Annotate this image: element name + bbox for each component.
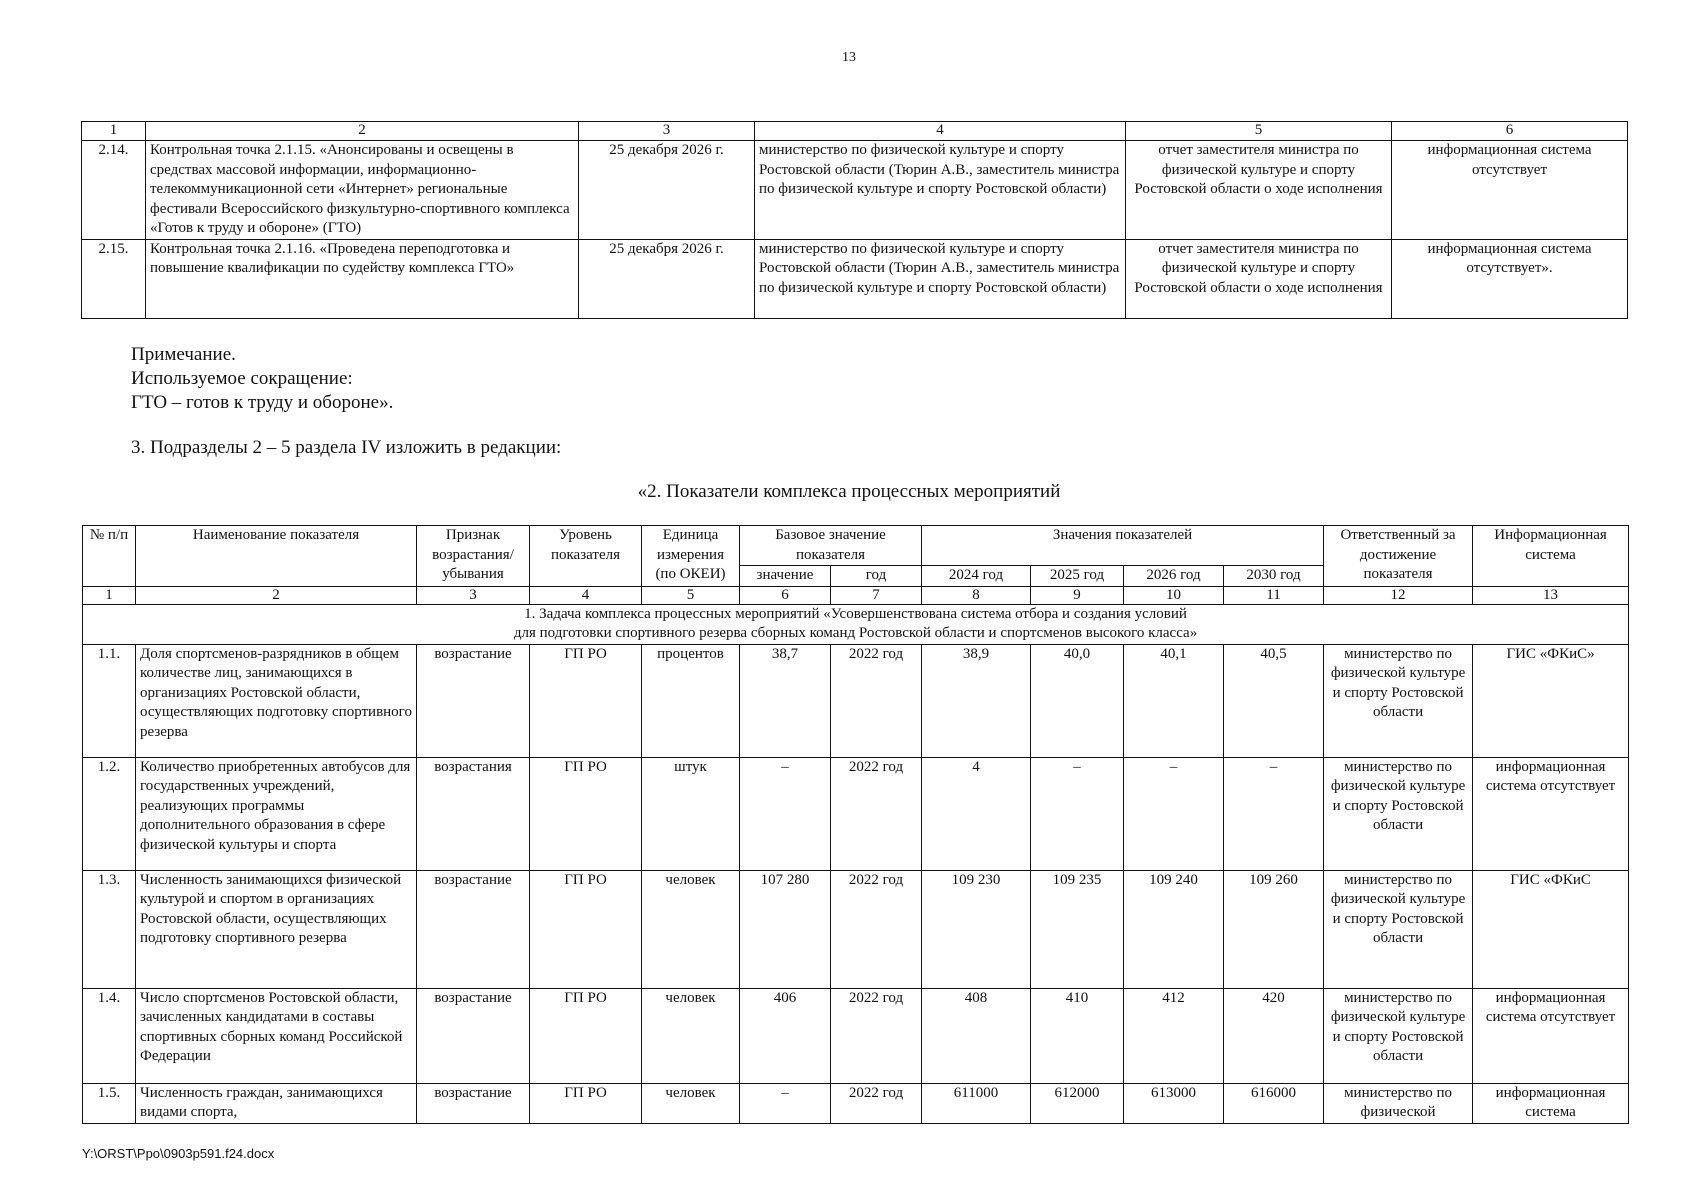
col-number-cell: 11 <box>1224 586 1324 604</box>
note-title: Примечание. <box>131 344 236 365</box>
task-title <box>83 604 1629 644</box>
note-abbreviation-label: Используемое сокращение: <box>131 368 353 389</box>
header-row <box>83 526 1629 566</box>
base-value: 107 280 <box>740 870 831 988</box>
table-row <box>83 1083 1629 1123</box>
col-number-cell: 2 <box>146 122 579 141</box>
column-number-row <box>82 122 1628 141</box>
header-indicator-name: Наименование показателя <box>136 526 417 587</box>
header-base-value-year: год <box>831 566 922 587</box>
indicator-level: ГП РО <box>530 644 642 757</box>
indicator-level: ГП РО <box>530 757 642 870</box>
control-point-name: Контрольная точка 2.1.15. «Анонсированы и освещены в средствах массовой информации, информационно-телекоммуникационной сети «Интернет» региональные фестивали Всероссийского физкультурно-спортивного комплекса «Готов к труду и обороне» (ГТО) <box>146 141 579 240</box>
value-2030: 616000 <box>1224 1083 1324 1123</box>
col-number-cell: 6 <box>740 586 831 604</box>
value-2030: 420 <box>1224 988 1324 1083</box>
deadline-date: 25 декабря 2026 г. <box>579 141 755 240</box>
task-title-line: для подготовки спортивного резерва сборных команд Ростовской области и спортсменов высокого класса» <box>513 625 1198 641</box>
header-sign: Признак возрастания/ убывания <box>417 526 530 587</box>
col-number-cell: 3 <box>579 122 755 141</box>
row-number: 1.3. <box>83 870 136 988</box>
indicator-unit: процентов <box>642 644 740 757</box>
responsible-executor: министерство по физической культуре и спорту Ростовской области (Тюрин А.В., заместитель министра по физической культуре и спорту Ростовской области) <box>755 141 1126 240</box>
value-2026: – <box>1124 757 1224 870</box>
amendment-paragraph: 3. Подразделы 2 – 5 раздела IV изложить в редакции: <box>131 437 562 458</box>
row-number: 1.4. <box>83 988 136 1083</box>
col-number-cell: 8 <box>922 586 1031 604</box>
indicator-sign: возрастание <box>417 1083 530 1123</box>
header-num: № п/п <box>83 526 136 587</box>
responsible: министерство по физической культуре и спорту Ростовской области <box>1324 644 1473 757</box>
base-value: 406 <box>740 988 831 1083</box>
information-system: ГИС «ФКиС» <box>1473 644 1629 757</box>
value-2025: 40,0 <box>1031 644 1124 757</box>
row-number: 2.15. <box>82 239 146 318</box>
value-2024: 4 <box>922 757 1031 870</box>
table-row <box>83 757 1629 870</box>
header-year-2025: 2025 год <box>1031 566 1124 587</box>
col-number-cell: 7 <box>831 586 922 604</box>
information-system: информационная система <box>1473 1083 1629 1123</box>
row-number: 1.5. <box>83 1083 136 1123</box>
column-number-row <box>83 586 1629 604</box>
header-year-2024: 2024 год <box>922 566 1031 587</box>
table-row <box>83 988 1629 1083</box>
col-number-cell: 9 <box>1031 586 1124 604</box>
col-number-cell: 6 <box>1392 122 1628 141</box>
value-2025: – <box>1031 757 1124 870</box>
confirming-document: отчет заместителя министра по физической культуре и спорту Ростовской области о ходе исполнения <box>1126 141 1392 240</box>
information-system: информационная система отсутствует <box>1473 988 1629 1083</box>
value-2025: 410 <box>1031 988 1124 1083</box>
value-2024: 109 230 <box>922 870 1031 988</box>
responsible: министерство по физической <box>1324 1083 1473 1123</box>
indicator-level: ГП РО <box>530 988 642 1083</box>
indicator-sign: возрастания <box>417 757 530 870</box>
table-row <box>82 141 1628 240</box>
indicator-unit: человек <box>642 988 740 1083</box>
deadline-date: 25 декабря 2026 г. <box>579 239 755 318</box>
responsible-executor: министерство по физической культуре и спорту Ростовской области (Тюрин А.В., заместитель министра по физической культуре и спорту Ростовской области) <box>755 239 1126 318</box>
value-2024: 611000 <box>922 1083 1031 1123</box>
col-number-cell: 13 <box>1473 586 1629 604</box>
base-year: 2022 год <box>831 644 922 757</box>
col-number-cell: 10 <box>1124 586 1224 604</box>
value-2024: 38,9 <box>922 644 1031 757</box>
indicator-name: Численность граждан, занимающихся видами спорта, <box>136 1083 417 1123</box>
information-system: информационная система отсутствует». <box>1392 239 1628 318</box>
value-2030: 109 260 <box>1224 870 1324 988</box>
control-point-name: Контрольная точка 2.1.16. «Проведена переподготовка и повышение квалификации по судейству комплекса ГТО» <box>146 239 579 318</box>
base-year: 2022 год <box>831 870 922 988</box>
header-information-system: Информационная система <box>1473 526 1629 587</box>
page-number: 13 <box>842 50 856 65</box>
value-2025: 109 235 <box>1031 870 1124 988</box>
indicator-unit: человек <box>642 1083 740 1123</box>
information-system: ГИС «ФКиС <box>1473 870 1629 988</box>
header-base-value-value: значение <box>740 566 831 587</box>
information-system: информационная система отсутствует <box>1473 757 1629 870</box>
responsible: министерство по физической культуре и спорту Ростовской области <box>1324 870 1473 988</box>
col-number-cell: 12 <box>1324 586 1473 604</box>
base-year: 2022 год <box>831 988 922 1083</box>
header-unit: Единица измерения (по ОКЕИ) <box>642 526 740 587</box>
task-row <box>83 604 1629 644</box>
indicator-unit: человек <box>642 870 740 988</box>
col-number-cell: 4 <box>755 122 1126 141</box>
indicator-sign: возрастание <box>417 644 530 757</box>
header-year-2030: 2030 год <box>1224 566 1324 587</box>
note-abbreviation: ГТО – готов к труду и обороне». <box>131 392 394 413</box>
value-2026: 412 <box>1124 988 1224 1083</box>
header-base-value: Базовое значение показателя <box>740 526 922 566</box>
row-number: 1.1. <box>83 644 136 757</box>
value-2030: – <box>1224 757 1324 870</box>
responsible: министерство по физической культуре и спорту Ростовской области <box>1324 757 1473 870</box>
col-number-cell: 5 <box>642 586 740 604</box>
indicator-name: Количество приобретенных автобусов для государственных учреждений, реализующих программы дополнительного образования в сфере физической культуры и спорта <box>136 757 417 870</box>
section-heading: «2. Показатели комплекса процессных мероприятий <box>637 481 1061 502</box>
value-2026: 109 240 <box>1124 870 1224 988</box>
header-responsible: Ответственный за достижение показателя <box>1324 526 1473 587</box>
base-value: 38,7 <box>740 644 831 757</box>
row-number: 2.14. <box>82 141 146 240</box>
row-number: 1.2. <box>83 757 136 870</box>
col-number-cell: 3 <box>417 586 530 604</box>
indicator-name: Доля спортсменов-разрядников в общем количестве лиц, занимающихся в организациях Ростовской области, осуществляющих подготовку спортивного резерва <box>136 644 417 757</box>
responsible: министерство по физической культуре и спорту Ростовской области <box>1324 988 1473 1083</box>
indicator-sign: возрастание <box>417 988 530 1083</box>
indicator-name: Число спортсменов Ростовской области, зачисленных кандидатами в составы спортивных сборных команд Российской Федерации <box>136 988 417 1083</box>
indicator-sign: возрастание <box>417 870 530 988</box>
base-value: – <box>740 757 831 870</box>
base-year: 2022 год <box>831 757 922 870</box>
col-number-cell: 5 <box>1126 122 1392 141</box>
header-level: Уровень показателя <box>530 526 642 587</box>
col-number-cell: 2 <box>136 586 417 604</box>
indicator-unit: штук <box>642 757 740 870</box>
confirming-document: отчет заместителя министра по физической культуре и спорту Ростовской области о ходе исполнения <box>1126 239 1392 318</box>
information-system: информационная система отсутствует <box>1392 141 1628 240</box>
indicator-name: Численность занимающихся физической культурой и спортом в организациях Ростовской области, осуществляющих подготовку спортивного резерва <box>136 870 417 988</box>
control-points-table <box>81 121 1628 319</box>
base-year: 2022 год <box>831 1083 922 1123</box>
header-year-2026: 2026 год <box>1124 566 1224 587</box>
task-title-line: 1. Задача комплекса процессных мероприятий «Усовершенствована система отбора и создания условий <box>524 605 1187 622</box>
table-row <box>82 239 1628 318</box>
value-2026: 613000 <box>1124 1083 1224 1123</box>
col-number-cell: 4 <box>530 586 642 604</box>
value-2025: 612000 <box>1031 1083 1124 1123</box>
table-row <box>83 644 1629 757</box>
value-2026: 40,1 <box>1124 644 1224 757</box>
table-row <box>83 870 1629 988</box>
col-number-cell: 1 <box>83 586 136 604</box>
file-path-footer: Y:\ORST\Ppo\0903p591.f24.docx <box>82 1146 275 1161</box>
indicators-table <box>82 525 1629 1124</box>
header-values: Значения показателей <box>922 526 1324 566</box>
value-2030: 40,5 <box>1224 644 1324 757</box>
indicator-level: ГП РО <box>530 1083 642 1123</box>
col-number-cell: 1 <box>82 122 146 141</box>
indicator-level: ГП РО <box>530 870 642 988</box>
value-2024: 408 <box>922 988 1031 1083</box>
base-value: – <box>740 1083 831 1123</box>
